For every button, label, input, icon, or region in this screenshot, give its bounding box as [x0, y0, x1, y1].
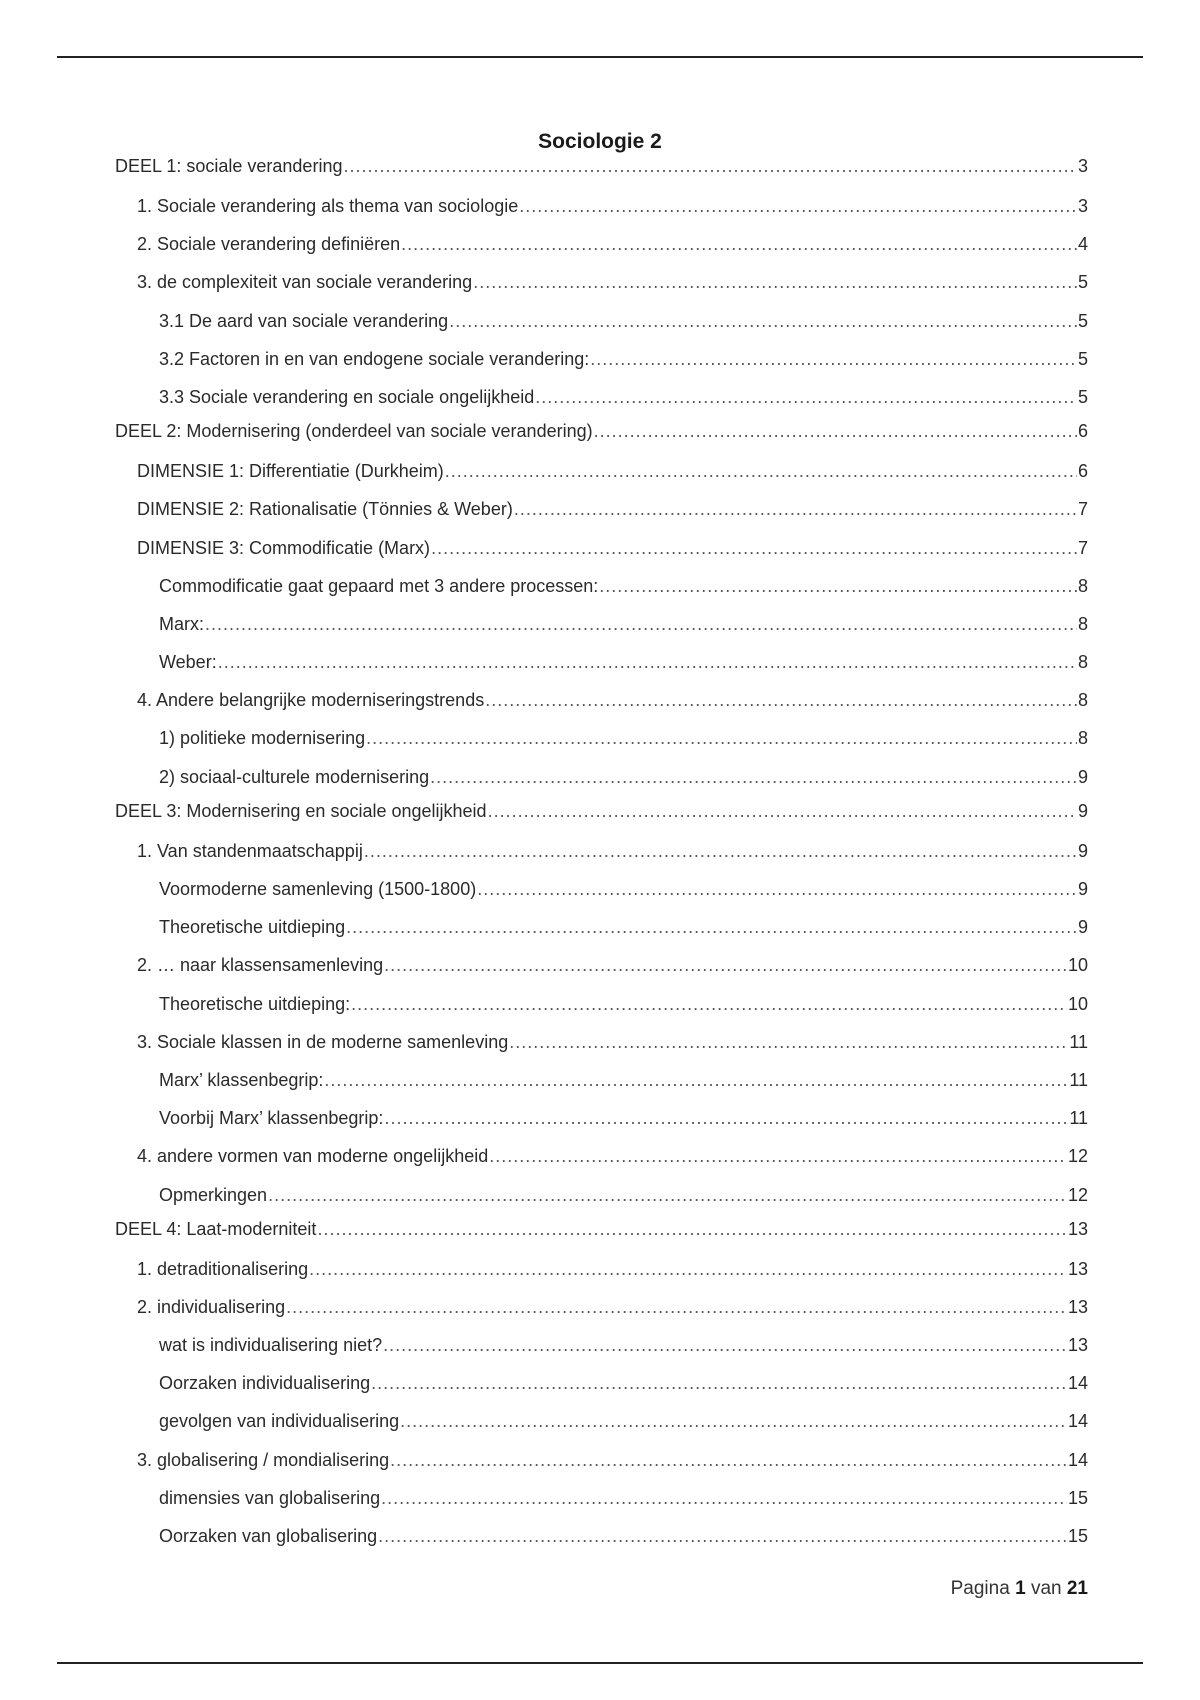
toc-entry[interactable] [115, 985, 1088, 1023]
toc-entry-title: Voorbij Marx’ klassenbegrip: [159, 1108, 384, 1129]
toc-entry-title: Marx’ klassenbegrip: [159, 1069, 324, 1090]
toc-entry-title: 3. globalisering / mondialisering [137, 1449, 390, 1470]
toc-entry-title: DEEL 4: Laat-moderniteit [115, 1218, 317, 1239]
toc-entry[interactable] [115, 490, 1088, 528]
footer-total-pages: 21 [1066, 1578, 1088, 1599]
toc-entry-title: Commodificatie gaat gepaard met 3 andere processen: [159, 575, 599, 596]
toc-entry[interactable] [115, 225, 1088, 263]
toc-entry-title: DIMENSIE 2: Rationalisatie (Tönnies & Weber) [137, 499, 513, 520]
toc-dot-leader [401, 225, 1077, 263]
toc-dot-leader [384, 946, 1067, 984]
toc-entry[interactable] [115, 946, 1088, 984]
toc-dot-leader [535, 378, 1077, 416]
toc-dot-leader [445, 452, 1077, 490]
toc-entry[interactable] [115, 908, 1088, 946]
toc-entry-page: 6 [1077, 461, 1088, 482]
toc-entry[interactable] [115, 719, 1088, 757]
toc-entry[interactable] [115, 870, 1088, 908]
toc-entry[interactable] [115, 1250, 1088, 1288]
toc-entry[interactable] [115, 1137, 1088, 1175]
toc-entry[interactable] [115, 1517, 1088, 1555]
toc-entry[interactable] [115, 529, 1088, 567]
toc-entry-title: gevolgen van individualisering [159, 1411, 400, 1432]
toc-entry-page: 9 [1077, 800, 1088, 821]
toc-dot-leader [346, 908, 1077, 946]
toc-dot-leader [431, 529, 1077, 567]
toc-entry[interactable] [115, 1288, 1088, 1326]
page-footer [951, 1578, 1088, 1600]
toc-entry-page: 12 [1067, 1184, 1088, 1205]
toc-entry[interactable] [115, 452, 1088, 490]
toc-dot-leader [268, 1176, 1067, 1214]
toc-entry-title: DEEL 3: Modernisering en sociale ongelijkheid [115, 800, 487, 821]
toc-entry-title: 3.3 Sociale verandering en sociale ongelijkheid [159, 386, 535, 407]
toc-entry-title: Oorzaken individualisering [159, 1373, 371, 1394]
toc-entry-title: Theoretische uitdieping: [159, 993, 351, 1014]
toc-entry-title: Weber: [159, 652, 217, 673]
toc-entry[interactable] [115, 1176, 1088, 1214]
table-of-contents [115, 151, 1088, 1555]
toc-entry-page: 13 [1067, 1335, 1088, 1356]
toc-dot-leader [430, 758, 1077, 796]
toc-entry[interactable] [115, 1099, 1088, 1137]
toc-dot-leader [381, 1479, 1067, 1517]
header-rule [57, 56, 1143, 58]
toc-dot-leader [351, 985, 1067, 1023]
toc-dot-leader [205, 605, 1077, 643]
toc-dot-leader [473, 263, 1077, 301]
toc-entry-page: 5 [1077, 310, 1088, 331]
toc-entry[interactable] [115, 378, 1088, 416]
toc-dot-leader [514, 490, 1077, 528]
toc-entry[interactable] [115, 187, 1088, 225]
toc-entry[interactable] [115, 643, 1088, 681]
toc-entry-title: 4. andere vormen van moderne ongelijkheid [137, 1146, 489, 1167]
toc-entry-page: 12 [1067, 1146, 1088, 1167]
toc-entry-title: 1) politieke modernisering [159, 728, 366, 749]
toc-entry-page: 10 [1067, 993, 1088, 1014]
toc-entry-title: DEEL 1: sociale verandering [115, 156, 343, 176]
toc-entry[interactable] [115, 416, 1088, 452]
toc-entry[interactable] [115, 681, 1088, 719]
toc-entry-page: 5 [1077, 348, 1088, 369]
toc-entry-title: 3.1 De aard van sociale verandering [159, 310, 449, 331]
toc-entry[interactable] [115, 758, 1088, 796]
toc-entry-title: 3.2 Factoren in en van endogene sociale verandering: [159, 348, 590, 369]
toc-entry[interactable] [115, 151, 1088, 187]
toc-dot-leader [324, 1061, 1068, 1099]
toc-dot-leader [519, 187, 1077, 225]
toc-entry-title: 2. … naar klassensamenleving [137, 955, 384, 976]
toc-dot-leader [594, 416, 1077, 446]
toc-entry-page: 8 [1077, 613, 1088, 634]
toc-entry[interactable] [115, 263, 1088, 301]
toc-entry-page: 13 [1067, 1258, 1088, 1279]
toc-dot-leader [364, 832, 1077, 870]
toc-entry-title: Opmerkingen [159, 1184, 268, 1205]
toc-entry-page: 15 [1067, 1526, 1088, 1546]
toc-dot-leader [400, 1402, 1067, 1440]
toc-dot-leader [485, 681, 1077, 719]
toc-entry-page: 11 [1069, 1031, 1088, 1052]
toc-entry-page: 5 [1077, 386, 1088, 407]
toc-entry-page: 9 [1077, 840, 1088, 861]
toc-entry-page: 3 [1077, 196, 1088, 216]
toc-entry-page: 4 [1077, 234, 1088, 255]
toc-entry-page: 8 [1077, 652, 1088, 673]
toc-dot-leader [317, 1214, 1067, 1244]
toc-entry-page: 11 [1069, 1069, 1088, 1090]
toc-dot-leader [383, 1326, 1067, 1364]
toc-entry[interactable] [115, 1326, 1088, 1364]
toc-dot-leader [371, 1364, 1067, 1402]
toc-entry-title: 2. individualisering [137, 1296, 286, 1317]
toc-dot-leader [509, 1023, 1068, 1061]
toc-entry[interactable] [115, 1023, 1088, 1061]
toc-entry[interactable] [115, 302, 1088, 340]
toc-entry[interactable] [115, 1061, 1088, 1099]
toc-entry[interactable] [115, 796, 1088, 832]
toc-entry-page: 8 [1077, 575, 1088, 596]
toc-dot-leader [488, 796, 1077, 826]
toc-entry-page: 15 [1067, 1487, 1088, 1508]
toc-entry-page: 14 [1067, 1373, 1088, 1394]
toc-entry-title: Theoretische uitdieping [159, 917, 346, 938]
toc-entry-page: 6 [1077, 421, 1088, 442]
toc-entry-page: 13 [1067, 1296, 1088, 1317]
toc-entry-title: Voormoderne samenleving (1500-1800) [159, 879, 477, 899]
toc-entry[interactable] [115, 340, 1088, 378]
toc-entry-title: DIMENSIE 1: Differentiatie (Durkheim) [137, 461, 444, 482]
toc-dot-leader [286, 1288, 1067, 1326]
toc-dot-leader [343, 151, 1077, 181]
toc-dot-leader [378, 1517, 1067, 1555]
toc-dot-leader [489, 1137, 1067, 1175]
toc-dot-leader [449, 302, 1077, 340]
toc-dot-leader [309, 1250, 1067, 1288]
toc-dot-leader [599, 567, 1077, 605]
toc-entry-page: 14 [1067, 1411, 1088, 1432]
toc-entry-title: 2) sociaal-culturele modernisering [159, 766, 430, 787]
toc-entry-title: 1. Van standenmaatschappij [137, 840, 363, 861]
toc-entry-page: 5 [1077, 272, 1088, 293]
toc-entry-page: 9 [1077, 917, 1088, 938]
toc-entry-title: 3. de complexiteit van sociale verandering [137, 272, 473, 293]
toc-entry[interactable] [115, 1364, 1088, 1402]
toc-entry-title: 1. detraditionalisering [137, 1258, 309, 1279]
toc-dot-leader [218, 643, 1077, 681]
toc-entry[interactable] [115, 1441, 1088, 1479]
footer-current-page: 1 [1015, 1578, 1026, 1599]
toc-entry[interactable] [115, 567, 1088, 605]
toc-entry-title: 1. Sociale verandering als thema van sociologie [137, 196, 519, 216]
toc-entry[interactable] [115, 605, 1088, 643]
toc-entry[interactable] [115, 1402, 1088, 1440]
toc-dot-leader [366, 719, 1077, 757]
toc-entry-page: 11 [1069, 1108, 1088, 1129]
footer-rule [57, 1662, 1143, 1664]
toc-entry-page: 8 [1077, 728, 1088, 749]
toc-entry-title: DEEL 2: Modernisering (onderdeel van sociale verandering) [115, 421, 593, 442]
toc-entry-title: 4. Andere belangrijke moderniseringstrends [137, 690, 485, 711]
toc-entry-page: 7 [1077, 499, 1088, 520]
toc-entry-title: wat is individualisering niet? [159, 1335, 383, 1356]
toc-entry-title: dimensies van globalisering [159, 1487, 381, 1508]
toc-dot-leader [390, 1441, 1067, 1479]
toc-entry-page: 13 [1067, 1218, 1088, 1239]
toc-entry[interactable] [115, 1214, 1088, 1250]
toc-dot-leader [590, 340, 1077, 378]
toc-entry[interactable] [115, 832, 1088, 870]
toc-entry-title: Oorzaken van globalisering [159, 1526, 378, 1546]
toc-dot-leader [477, 870, 1077, 908]
toc-entry-title: Marx: [159, 613, 204, 634]
toc-entry-page: 10 [1067, 955, 1088, 976]
toc-entry-page: 14 [1067, 1449, 1088, 1470]
toc-dot-leader [384, 1099, 1068, 1137]
toc-entry-page: 3 [1077, 156, 1088, 176]
toc-entry-page: 7 [1077, 537, 1088, 558]
footer-prefix: Pagina [950, 1578, 1010, 1599]
toc-entry-page: 9 [1077, 766, 1088, 787]
document-title: Sociologie 2 [538, 130, 662, 154]
toc-entry-title: DIMENSIE 3: Commodificatie (Marx) [137, 537, 431, 558]
footer-separator: van [1030, 1578, 1062, 1599]
toc-entry-title: 3. Sociale klassen in de moderne samenleving [137, 1031, 509, 1052]
toc-entry-title: 2. Sociale verandering definiëren [137, 234, 401, 255]
toc-entry[interactable] [115, 1479, 1088, 1517]
toc-entry-page: 9 [1077, 879, 1088, 899]
toc-entry-page: 8 [1077, 690, 1088, 711]
